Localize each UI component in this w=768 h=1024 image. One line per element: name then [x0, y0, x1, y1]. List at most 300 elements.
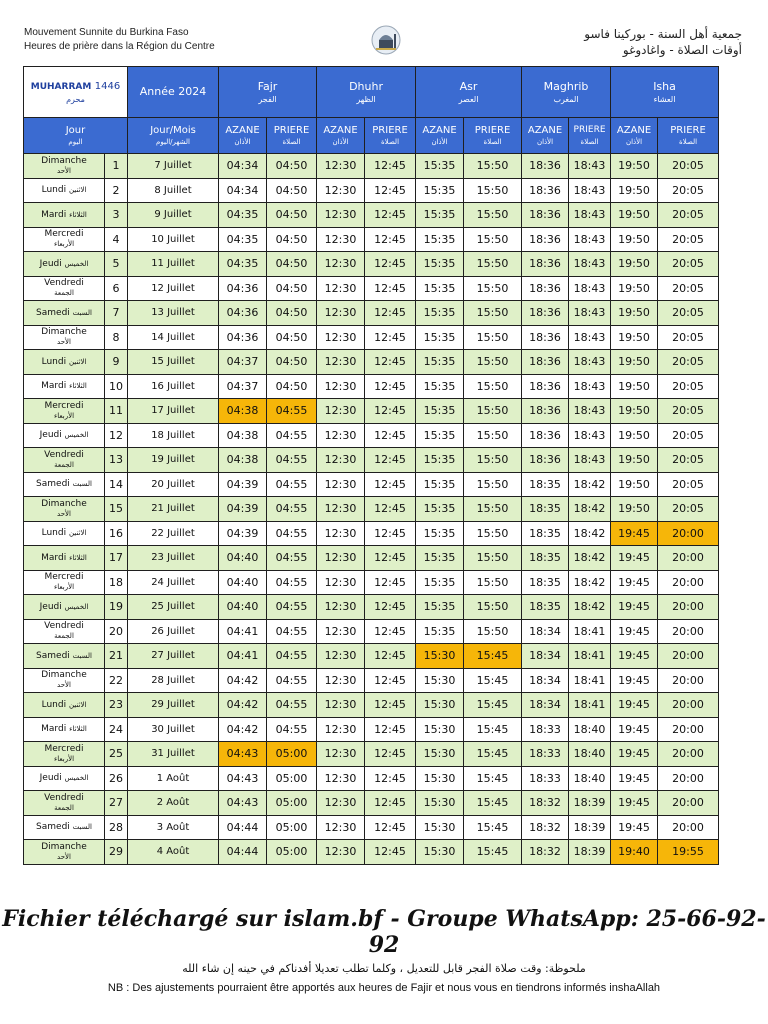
col-priere-ar: الصلاة — [580, 138, 599, 146]
time-dhuhr-azane: 12:30 — [317, 546, 365, 571]
time-fajr-azane: 04:42 — [219, 717, 267, 742]
time-isha-priere: 20:05 — [658, 154, 719, 179]
hijri-day-number: 6 — [105, 276, 128, 301]
day-name-cell — [24, 154, 105, 179]
time-maghrib-azane: 18:36 — [522, 252, 569, 277]
time-dhuhr-priere: 12:45 — [365, 154, 416, 179]
gregorian-date: 8 Juillet — [128, 178, 219, 203]
gregorian-date: 18 Juillet — [128, 423, 219, 448]
time-maghrib-azane: 18:36 — [522, 423, 569, 448]
time-asr-azane: 15:30 — [416, 717, 464, 742]
time-asr-priere: 15:45 — [464, 693, 522, 718]
hijri-day-number: 23 — [105, 693, 128, 718]
time-fajr-azane: 04:44 — [219, 815, 267, 840]
time-fajr-azane: 04:44 — [219, 840, 267, 865]
time-maghrib-priere: 18:43 — [569, 325, 611, 350]
gregorian-date: 28 Juillet — [128, 668, 219, 693]
day-name-fr: Samedi — [36, 822, 70, 833]
time-isha-azane: 19:45 — [611, 766, 658, 791]
time-asr-priere: 15:50 — [464, 595, 522, 620]
time-fajr-priere: 04:55 — [267, 423, 317, 448]
day-name-fr: Mercredi — [44, 400, 84, 411]
time-dhuhr-priere: 12:45 — [365, 644, 416, 669]
time-dhuhr-priere: 12:45 — [365, 717, 416, 742]
header-left — [24, 26, 215, 54]
col-header-date — [128, 118, 219, 154]
time-dhuhr-azane: 12:30 — [317, 766, 365, 791]
time-maghrib-priere: 18:43 — [569, 301, 611, 326]
time-asr-priere: 15:45 — [464, 840, 522, 865]
day-name-fr: Dimanche — [41, 498, 87, 509]
time-isha-priere: 20:00 — [658, 742, 719, 767]
time-fajr-azane: 04:40 — [219, 570, 267, 595]
col-header-fajr-priere — [267, 118, 317, 154]
day-name-ar: الاثنين — [68, 700, 87, 709]
day-name-fr: Jeudi — [39, 773, 62, 784]
day-name-ar: السبت — [72, 651, 92, 660]
day-name-fr: Jeudi — [39, 258, 62, 269]
header-row-columns — [24, 118, 719, 154]
hijri-day-number: 28 — [105, 815, 128, 840]
prayer-header-asr — [416, 67, 522, 118]
time-maghrib-priere: 18:41 — [569, 668, 611, 693]
time-isha-priere: 20:05 — [658, 301, 719, 326]
time-isha-priere: 19:55 — [658, 840, 719, 865]
time-asr-azane: 15:35 — [416, 619, 464, 644]
day-name-cell — [24, 350, 105, 375]
day-name-fr: Jeudi — [39, 601, 62, 612]
time-fajr-azane: 04:43 — [219, 742, 267, 767]
col-priere-fr: PRIERE — [273, 125, 310, 136]
prayer-name-fr: Asr — [459, 79, 478, 93]
time-maghrib-priere: 18:39 — [569, 840, 611, 865]
time-isha-azane: 19:45 — [611, 791, 658, 816]
time-isha-azane: 19:45 — [611, 521, 658, 546]
time-dhuhr-azane: 12:30 — [317, 791, 365, 816]
day-name-cell — [24, 766, 105, 791]
gregorian-date: 21 Juillet — [128, 497, 219, 522]
time-asr-priere: 15:45 — [464, 791, 522, 816]
time-maghrib-azane: 18:36 — [522, 350, 569, 375]
day-name-fr: Samedi — [36, 650, 70, 661]
day-name-cell — [24, 497, 105, 522]
time-maghrib-priere: 18:42 — [569, 521, 611, 546]
hijri-day-number: 7 — [105, 301, 128, 326]
day-name-ar: الجمعة — [54, 632, 74, 641]
year-label: Année 2024 — [139, 85, 207, 98]
time-fajr-azane: 04:38 — [219, 448, 267, 473]
time-fajr-priere: 04:55 — [267, 619, 317, 644]
time-fajr-priere: 04:55 — [267, 399, 317, 424]
time-asr-azane: 15:35 — [416, 570, 464, 595]
time-dhuhr-azane: 12:30 — [317, 350, 365, 375]
table-row — [24, 570, 719, 595]
prayer-name-ar: المغرب — [553, 94, 579, 104]
gregorian-date: 13 Juillet — [128, 301, 219, 326]
day-name-cell — [24, 619, 105, 644]
hijri-day-number: 11 — [105, 399, 128, 424]
time-isha-priere: 20:05 — [658, 448, 719, 473]
time-asr-azane: 15:35 — [416, 350, 464, 375]
time-maghrib-azane: 18:32 — [522, 791, 569, 816]
prayer-name-fr: Isha — [653, 79, 676, 93]
time-dhuhr-azane: 12:30 — [317, 252, 365, 277]
table-row — [24, 178, 719, 203]
time-dhuhr-azane: 12:30 — [317, 399, 365, 424]
time-asr-azane: 15:35 — [416, 423, 464, 448]
day-name-cell — [24, 374, 105, 399]
hijri-day-number: 26 — [105, 766, 128, 791]
time-dhuhr-azane: 12:30 — [317, 227, 365, 252]
col-priere-fr: PRIERE — [474, 125, 511, 136]
day-name-ar: الخميس — [64, 431, 89, 440]
time-maghrib-priere: 18:43 — [569, 374, 611, 399]
time-asr-azane: 15:35 — [416, 374, 464, 399]
time-dhuhr-priere: 12:45 — [365, 742, 416, 767]
hijri-day-number: 4 — [105, 227, 128, 252]
time-fajr-azane: 04:35 — [219, 252, 267, 277]
time-isha-azane: 19:45 — [611, 644, 658, 669]
time-asr-priere: 15:45 — [464, 644, 522, 669]
table-row — [24, 791, 719, 816]
time-isha-priere: 20:00 — [658, 521, 719, 546]
day-name-ar: الأحد — [57, 509, 71, 518]
day-name-cell — [24, 399, 105, 424]
time-asr-azane: 15:30 — [416, 742, 464, 767]
time-asr-priere: 15:50 — [464, 497, 522, 522]
col-header-day — [24, 118, 128, 154]
col-date-ar: الشهر/اليوم — [156, 138, 190, 146]
time-maghrib-priere: 18:43 — [569, 350, 611, 375]
col-priere-ar: الصلاة — [381, 138, 400, 146]
note-arabic: ملحوظة: وقت صلاة الفجر قابل للتعديل ، وكلما تطلب تعديلا أفدناكم في حينه إن شاء الله — [182, 962, 586, 975]
col-header-dhuhr-priere — [365, 118, 416, 154]
time-asr-priere: 15:50 — [464, 154, 522, 179]
time-maghrib-priere: 18:43 — [569, 154, 611, 179]
day-name-fr: Mardi — [41, 552, 67, 563]
time-isha-priere: 20:05 — [658, 227, 719, 252]
time-fajr-azane: 04:39 — [219, 521, 267, 546]
time-dhuhr-azane: 12:30 — [317, 497, 365, 522]
time-fajr-priere: 04:50 — [267, 227, 317, 252]
time-isha-azane: 19:50 — [611, 178, 658, 203]
time-asr-priere: 15:45 — [464, 766, 522, 791]
time-asr-priere: 15:50 — [464, 276, 522, 301]
time-fajr-priere: 05:00 — [267, 791, 317, 816]
gregorian-date: 1 Août — [128, 766, 219, 791]
time-asr-azane: 15:35 — [416, 546, 464, 571]
time-fajr-priere: 04:50 — [267, 325, 317, 350]
time-asr-azane: 15:35 — [416, 448, 464, 473]
col-header-asr-priere — [464, 118, 522, 154]
mosque-logo-icon — [370, 24, 402, 56]
time-maghrib-azane: 18:36 — [522, 301, 569, 326]
time-isha-priere: 20:05 — [658, 276, 719, 301]
time-asr-azane: 15:35 — [416, 154, 464, 179]
day-name-ar: الاثنين — [68, 529, 87, 538]
day-name-fr: Mardi — [41, 209, 67, 220]
time-dhuhr-priere: 12:45 — [365, 766, 416, 791]
time-dhuhr-azane: 12:30 — [317, 840, 365, 865]
col-azane-fr: AZANE — [616, 125, 652, 136]
subtitle-fr: Heures de prière dans la Région du Centre — [24, 41, 215, 52]
day-name-cell — [24, 644, 105, 669]
time-asr-priere: 15:45 — [464, 815, 522, 840]
time-asr-priere: 15:50 — [464, 203, 522, 228]
time-fajr-azane: 04:41 — [219, 619, 267, 644]
hijri-day-number: 27 — [105, 791, 128, 816]
time-isha-azane: 19:50 — [611, 423, 658, 448]
note-french: NB : Des ajustements pourraient être apportés aux heures de Fajir et nous vous en tiendrons informés inshaAllah — [107, 982, 661, 994]
day-name-ar: الخميس — [64, 259, 89, 268]
time-isha-priere: 20:00 — [658, 815, 719, 840]
table-row — [24, 619, 719, 644]
time-isha-priere: 20:05 — [658, 325, 719, 350]
time-isha-priere: 20:00 — [658, 693, 719, 718]
time-asr-azane: 15:30 — [416, 815, 464, 840]
day-name-cell — [24, 815, 105, 840]
time-maghrib-azane: 18:35 — [522, 595, 569, 620]
gregorian-date: 29 Juillet — [128, 693, 219, 718]
time-asr-azane: 15:35 — [416, 497, 464, 522]
header-right — [584, 26, 742, 58]
hijri-month-cell — [24, 67, 128, 118]
day-name-ar: السبت — [72, 480, 92, 489]
col-header-isha-priere — [658, 118, 719, 154]
col-azane-fr: AZANE — [422, 125, 457, 136]
time-asr-priere: 15:50 — [464, 521, 522, 546]
hijri-day-number: 25 — [105, 742, 128, 767]
col-header-fajr-azane — [219, 118, 267, 154]
time-isha-priere: 20:05 — [658, 178, 719, 203]
time-asr-priere: 15:50 — [464, 570, 522, 595]
time-fajr-priere: 04:55 — [267, 448, 317, 473]
time-asr-priere: 15:45 — [464, 742, 522, 767]
time-dhuhr-azane: 12:30 — [317, 423, 365, 448]
day-name-fr: Mardi — [41, 724, 67, 735]
time-isha-azane: 19:45 — [611, 668, 658, 693]
time-dhuhr-priere: 12:45 — [365, 325, 416, 350]
day-name-fr: Dimanche — [41, 155, 87, 166]
col-azane-ar: الأذان — [536, 138, 554, 146]
col-day-fr: Jour — [65, 125, 86, 136]
org-name-ar: جمعية أهل السنة - بوركينا فاسو — [584, 27, 742, 41]
time-isha-azane: 19:45 — [611, 570, 658, 595]
time-dhuhr-azane: 12:30 — [317, 178, 365, 203]
time-dhuhr-azane: 12:30 — [317, 668, 365, 693]
time-fajr-priere: 04:55 — [267, 693, 317, 718]
time-fajr-azane: 04:34 — [219, 154, 267, 179]
time-dhuhr-azane: 12:30 — [317, 717, 365, 742]
gregorian-date: 27 Juillet — [128, 644, 219, 669]
day-name-ar: الأحد — [57, 852, 71, 861]
time-asr-priere: 15:45 — [464, 717, 522, 742]
day-name-ar: الجمعة — [54, 289, 74, 298]
prayer-name-ar: الفجر — [258, 94, 277, 104]
day-name-ar: الأحد — [57, 681, 71, 690]
time-asr-azane: 15:35 — [416, 521, 464, 546]
day-name-ar: الجمعة — [54, 460, 74, 469]
day-name-cell — [24, 423, 105, 448]
hijri-day-number: 10 — [105, 374, 128, 399]
time-dhuhr-azane: 12:30 — [317, 742, 365, 767]
time-dhuhr-priere: 12:45 — [365, 399, 416, 424]
time-dhuhr-azane: 12:30 — [317, 570, 365, 595]
time-isha-priere: 20:00 — [658, 791, 719, 816]
gregorian-date: 3 Août — [128, 815, 219, 840]
day-name-ar: الأحد — [57, 338, 71, 347]
time-dhuhr-priere: 12:45 — [365, 252, 416, 277]
time-fajr-priere: 04:55 — [267, 497, 317, 522]
time-fajr-priere: 04:55 — [267, 546, 317, 571]
time-maghrib-priere: 18:43 — [569, 178, 611, 203]
time-dhuhr-priere: 12:45 — [365, 203, 416, 228]
day-name-ar: السبت — [72, 308, 92, 317]
day-name-cell — [24, 693, 105, 718]
day-name-fr: Mercredi — [44, 572, 84, 583]
time-maghrib-azane: 18:35 — [522, 521, 569, 546]
time-maghrib-priere: 18:41 — [569, 693, 611, 718]
time-dhuhr-azane: 12:30 — [317, 644, 365, 669]
col-header-isha-azane — [611, 118, 658, 154]
time-fajr-azane: 04:34 — [219, 178, 267, 203]
time-fajr-azane: 04:40 — [219, 546, 267, 571]
col-priere-ar: الصلاة — [679, 138, 698, 146]
time-asr-priere: 15:50 — [464, 546, 522, 571]
time-asr-priere: 15:45 — [464, 668, 522, 693]
hijri-day-number: 5 — [105, 252, 128, 277]
time-fajr-priere: 04:50 — [267, 154, 317, 179]
table-row — [24, 595, 719, 620]
time-maghrib-azane: 18:36 — [522, 399, 569, 424]
gregorian-date: 26 Juillet — [128, 619, 219, 644]
gregorian-year-cell — [128, 67, 219, 118]
time-isha-priere: 20:00 — [658, 644, 719, 669]
table-row — [24, 423, 719, 448]
time-fajr-priere: 04:55 — [267, 644, 317, 669]
prayer-header-isha — [611, 67, 719, 118]
col-azane-fr: AZANE — [323, 125, 358, 136]
table-row — [24, 448, 719, 473]
gregorian-date: 16 Juillet — [128, 374, 219, 399]
table-body — [24, 154, 719, 865]
gregorian-date: 23 Juillet — [128, 546, 219, 571]
time-isha-priere: 20:00 — [658, 619, 719, 644]
col-azane-ar: الأذان — [431, 138, 448, 146]
prayer-name-ar: العصر — [458, 94, 479, 104]
time-maghrib-azane: 18:34 — [522, 668, 569, 693]
time-dhuhr-azane: 12:30 — [317, 619, 365, 644]
time-dhuhr-priere: 12:45 — [365, 227, 416, 252]
hijri-day-number: 2 — [105, 178, 128, 203]
day-name-cell — [24, 448, 105, 473]
time-dhuhr-priere: 12:45 — [365, 595, 416, 620]
time-fajr-priere: 05:00 — [267, 766, 317, 791]
time-dhuhr-priere: 12:45 — [365, 840, 416, 865]
time-dhuhr-azane: 12:30 — [317, 374, 365, 399]
time-dhuhr-azane: 12:30 — [317, 472, 365, 497]
time-fajr-priere: 05:00 — [267, 815, 317, 840]
time-fajr-azane: 04:43 — [219, 766, 267, 791]
time-fajr-priere: 04:50 — [267, 252, 317, 277]
day-name-ar: الخميس — [64, 774, 89, 783]
time-isha-priere: 20:00 — [658, 595, 719, 620]
time-maghrib-azane: 18:34 — [522, 693, 569, 718]
time-maghrib-priere: 18:39 — [569, 815, 611, 840]
gregorian-date: 14 Juillet — [128, 325, 219, 350]
time-fajr-azane: 04:38 — [219, 423, 267, 448]
time-fajr-azane: 04:42 — [219, 693, 267, 718]
time-fajr-azane: 04:36 — [219, 301, 267, 326]
time-maghrib-azane: 18:35 — [522, 497, 569, 522]
table-row — [24, 399, 719, 424]
time-asr-azane: 15:35 — [416, 472, 464, 497]
gregorian-date: 4 Août — [128, 840, 219, 865]
time-isha-azane: 19:50 — [611, 276, 658, 301]
time-dhuhr-azane: 12:30 — [317, 815, 365, 840]
time-maghrib-azane: 18:36 — [522, 154, 569, 179]
time-dhuhr-priere: 12:45 — [365, 350, 416, 375]
time-maghrib-priere: 18:43 — [569, 448, 611, 473]
time-fajr-priere: 04:55 — [267, 717, 317, 742]
day-name-cell — [24, 203, 105, 228]
day-name-ar: الأربعاء — [53, 754, 75, 763]
time-maghrib-azane: 18:36 — [522, 325, 569, 350]
time-fajr-priere: 04:50 — [267, 374, 317, 399]
time-fajr-azane: 04:39 — [219, 497, 267, 522]
col-header-maghrib-azane — [522, 118, 569, 154]
day-name-fr: Mercredi — [44, 743, 84, 754]
prayer-name-fr: Fajr — [257, 79, 278, 93]
time-asr-azane: 15:30 — [416, 693, 464, 718]
time-fajr-priere: 04:55 — [267, 521, 317, 546]
gregorian-date: 30 Juillet — [128, 717, 219, 742]
time-maghrib-azane: 18:35 — [522, 570, 569, 595]
time-dhuhr-priere: 12:45 — [365, 668, 416, 693]
time-fajr-azane: 04:40 — [219, 595, 267, 620]
time-dhuhr-priere: 12:45 — [365, 423, 416, 448]
day-name-cell — [24, 178, 105, 203]
col-header-asr-azane — [416, 118, 464, 154]
time-maghrib-azane: 18:36 — [522, 178, 569, 203]
time-isha-priere: 20:05 — [658, 350, 719, 375]
day-name-fr: Vendredi — [44, 621, 84, 632]
time-isha-azane: 19:50 — [611, 472, 658, 497]
day-name-cell — [24, 546, 105, 571]
hijri-day-number: 22 — [105, 668, 128, 693]
hijri-day-number: 16 — [105, 521, 128, 546]
time-maghrib-azane: 18:33 — [522, 766, 569, 791]
time-maghrib-azane: 18:32 — [522, 815, 569, 840]
day-name-fr: Dimanche — [41, 841, 87, 852]
time-isha-priere: 20:05 — [658, 374, 719, 399]
time-maghrib-azane: 18:34 — [522, 619, 569, 644]
time-maghrib-azane: 18:36 — [522, 276, 569, 301]
table-row — [24, 815, 719, 840]
gregorian-date: 25 Juillet — [128, 595, 219, 620]
hijri-day-number: 3 — [105, 203, 128, 228]
table-row — [24, 521, 719, 546]
gregorian-date: 20 Juillet — [128, 472, 219, 497]
time-maghrib-azane: 18:35 — [522, 472, 569, 497]
hijri-day-number: 29 — [105, 840, 128, 865]
time-fajr-priere: 04:55 — [267, 472, 317, 497]
time-fajr-priere: 04:50 — [267, 178, 317, 203]
time-asr-priere: 15:50 — [464, 325, 522, 350]
time-maghrib-priere: 18:43 — [569, 276, 611, 301]
time-isha-azane: 19:45 — [611, 742, 658, 767]
time-isha-azane: 19:50 — [611, 497, 658, 522]
